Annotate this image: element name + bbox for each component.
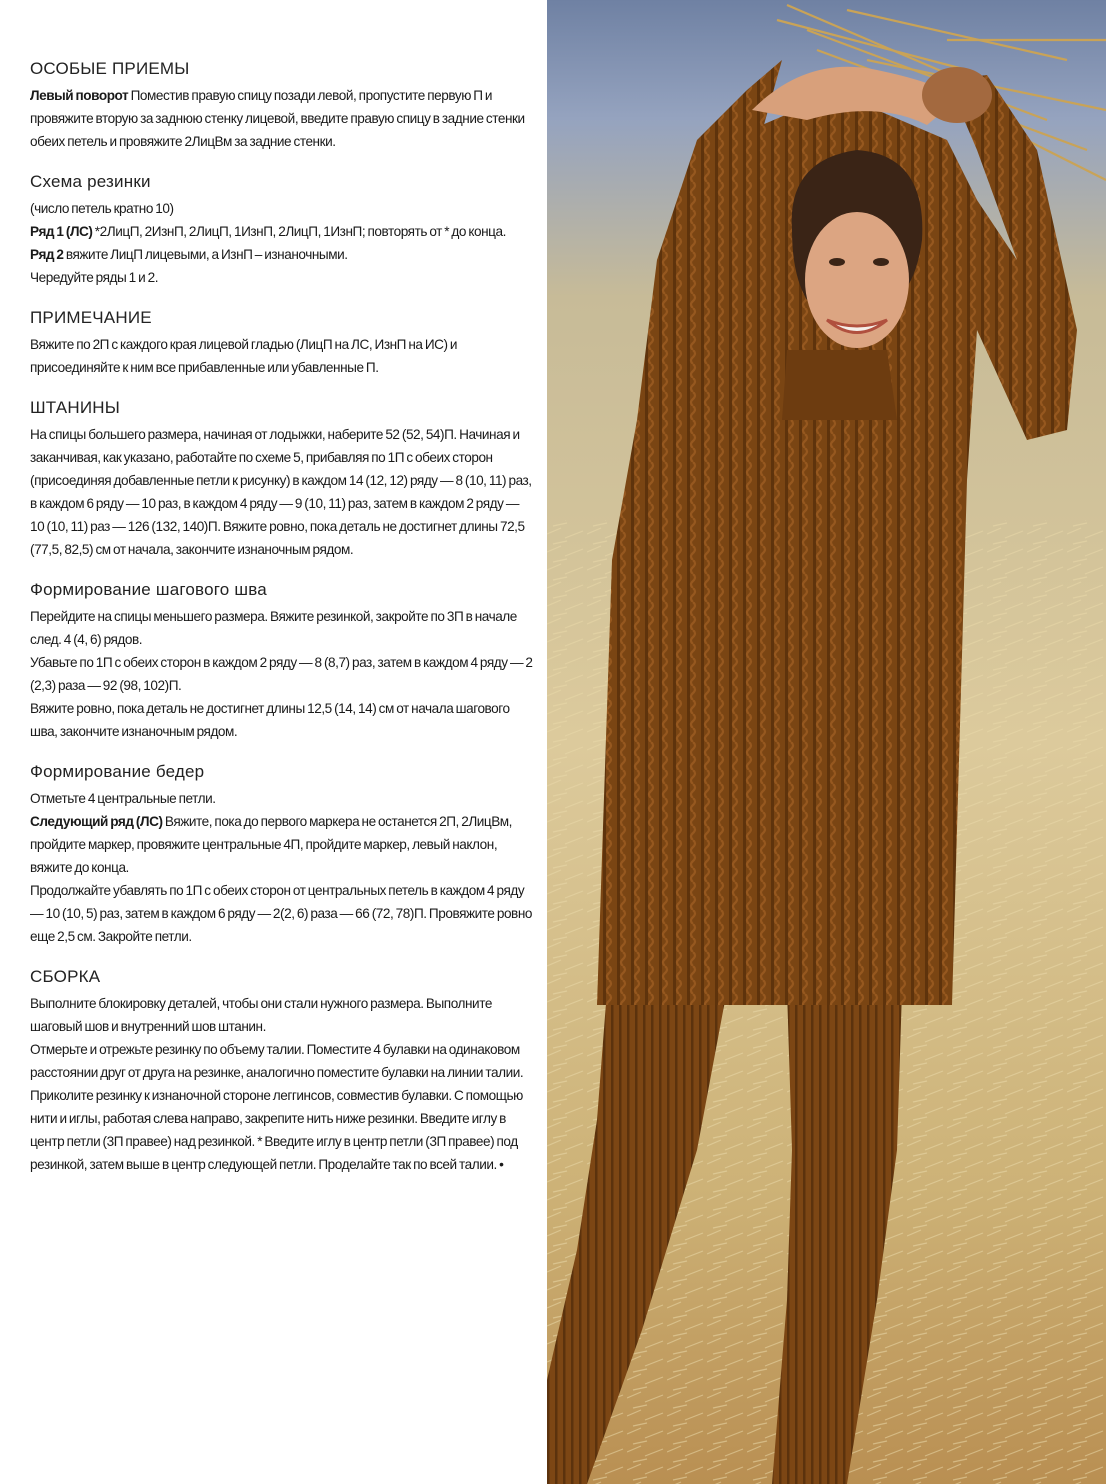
paragraph xyxy=(30,810,535,879)
paragraph-text: Вяжите ровно, пока деталь не достигнет длины 12,5 (14, 14) см от начала шагового шва, закончите изнаночным рядом. xyxy=(30,701,510,739)
paragraph xyxy=(30,423,535,561)
section-heading: ШТАНИНЫ xyxy=(30,398,120,417)
paragraph-text: Перейдите на спицы меньшего размера. Вяжите резинкой, закройте по 3П в начале след. 4 (4, 6) рядов. xyxy=(30,609,517,647)
paragraph xyxy=(30,605,535,651)
paragraph-text: вяжите ЛицП лицевыми, а ИзнП – изнаночными. xyxy=(63,247,348,262)
section-special-techniques xyxy=(30,58,535,153)
paragraph-text: Выполните блокировку деталей, чтобы они стали нужного размера. Выполните шаговый шов и внутренний шов штанин. xyxy=(30,996,492,1034)
paragraph-text: На спицы большего размера, начиная от лодыжки, наберите 52 (52, 54)П. Начиная и заканчивая, как указано, работайте по схеме 5, прибавляя по 1П с обеих сторон (присоединяя добавленные петли к рисунку) в каждом 14 (12, 12) ряду — 8 (10, 11) раз, в каждом 6 ряду — 10 раз, в каждом 4 ряду — 9 (10, 11) раз, затем в каждом 2 ряду — 10 (10, 11) раз — 126 (132, 140)П. Вяжите ровно, пока деталь не достигнет длины 72,5 (77,5, 82,5) см от начала, закончите изнаночным рядом. xyxy=(30,427,532,557)
paragraph xyxy=(30,879,535,948)
paragraph-text: Вяжите по 2П с каждого края лицевой гладью (ЛицП на ЛС, ИзнП на ИС) и присоединяйте к ним все прибавленные или убавленные П. xyxy=(30,337,458,375)
term-label: Левый поворот xyxy=(30,88,129,103)
paragraph xyxy=(30,697,535,743)
paragraph-text: Вяжите, пока до первого маркера не останется 2П, 2ЛицВм, пройдите маркер, провяжите центральные 4П, пройдите маркер, левый наклон, вяжите до конца. xyxy=(30,814,512,875)
paragraph xyxy=(30,197,535,220)
paragraph xyxy=(30,243,535,266)
paragraph xyxy=(30,84,535,153)
section-assembly xyxy=(30,966,535,1176)
section-heading: СБОРКА xyxy=(30,967,101,986)
paragraph-text: Чередуйте ряды 1 и 2. xyxy=(30,270,159,285)
paragraph-text: Отмерьте и отрежьте резинку по объему талии. Поместите 4 булавки на одинаковом расстоянии друг от друга на резинке, аналогично поместите булавки на линии талии. Приколите резинку к изнаночной стороне леггинсов, совместив булавки. С помощью нити и иглы, работая слева направо, закрепите нить ниже резинки. Введите иглу в центр петли (3П правее) над резинкой. * Введите иглу в центр петли (3П правее) под резинкой, затем выше в центр следующей петли. Проделайте так по всей талии. • xyxy=(30,1042,524,1172)
paragraph xyxy=(30,992,535,1038)
section-heading: Формирование бедер xyxy=(30,762,205,781)
section-crotch-seam xyxy=(30,579,535,743)
section-note xyxy=(30,307,535,379)
paragraph xyxy=(30,1038,535,1176)
model-photo xyxy=(547,0,1106,1484)
term-label: Ряд 1 (ЛС) xyxy=(30,224,93,239)
paragraph-text: *2ЛицП, 2ИзнП, 2ЛицП, 1ИзнП, 2ЛицП, 1ИзнП; повторять от * до конца. xyxy=(92,224,506,239)
paragraph-text: (число петель кратно 10) xyxy=(30,201,174,216)
paragraph xyxy=(30,266,535,289)
section-legs xyxy=(30,397,535,561)
section-heading: ПРИМЕЧАНИЕ xyxy=(30,308,152,327)
paragraph xyxy=(30,333,535,379)
section-hips xyxy=(30,761,535,948)
paragraph xyxy=(30,220,535,243)
term-label: Ряд 2 xyxy=(30,247,64,262)
section-heading: Формирование шагового шва xyxy=(30,580,267,599)
section-heading: ОСОБЫЕ ПРИЕМЫ xyxy=(30,59,190,78)
section-heading: Схема резинки xyxy=(30,172,151,191)
paragraph-text: Отметьте 4 центральные петли. xyxy=(30,791,216,806)
paragraph-text: Убавьте по 1П с обеих сторон в каждом 2 ряду — 8 (8,7) раз, затем в каждом 4 ряду — 2 (2,3) раза — 92 (98, 102)П. xyxy=(30,655,533,693)
term-label: Следующий ряд (ЛС) xyxy=(30,814,163,829)
paragraph xyxy=(30,787,535,810)
paragraph-text: Продолжайте убавлять по 1П с обеих сторон от центральных петель в каждом 4 ряду — 10 (10, 5) раз, затем в каждом 6 ряду — 2(2, 6) раза — 66 (72, 78)П. Провяжите ровно еще 2,5 см. Закройте петли. xyxy=(30,883,532,944)
model-illustration xyxy=(547,0,1106,1484)
instructions-column xyxy=(30,58,535,1194)
paragraph xyxy=(30,651,535,697)
paragraph-text: Поместив правую спицу позади левой, пропустите первую П и провяжите вторую за заднюю стенку лицевой, введите правую спицу в задние стенки обеих петель и провяжите 2ЛицВм за задние стенки. xyxy=(30,88,525,149)
section-rib-scheme xyxy=(30,171,535,289)
